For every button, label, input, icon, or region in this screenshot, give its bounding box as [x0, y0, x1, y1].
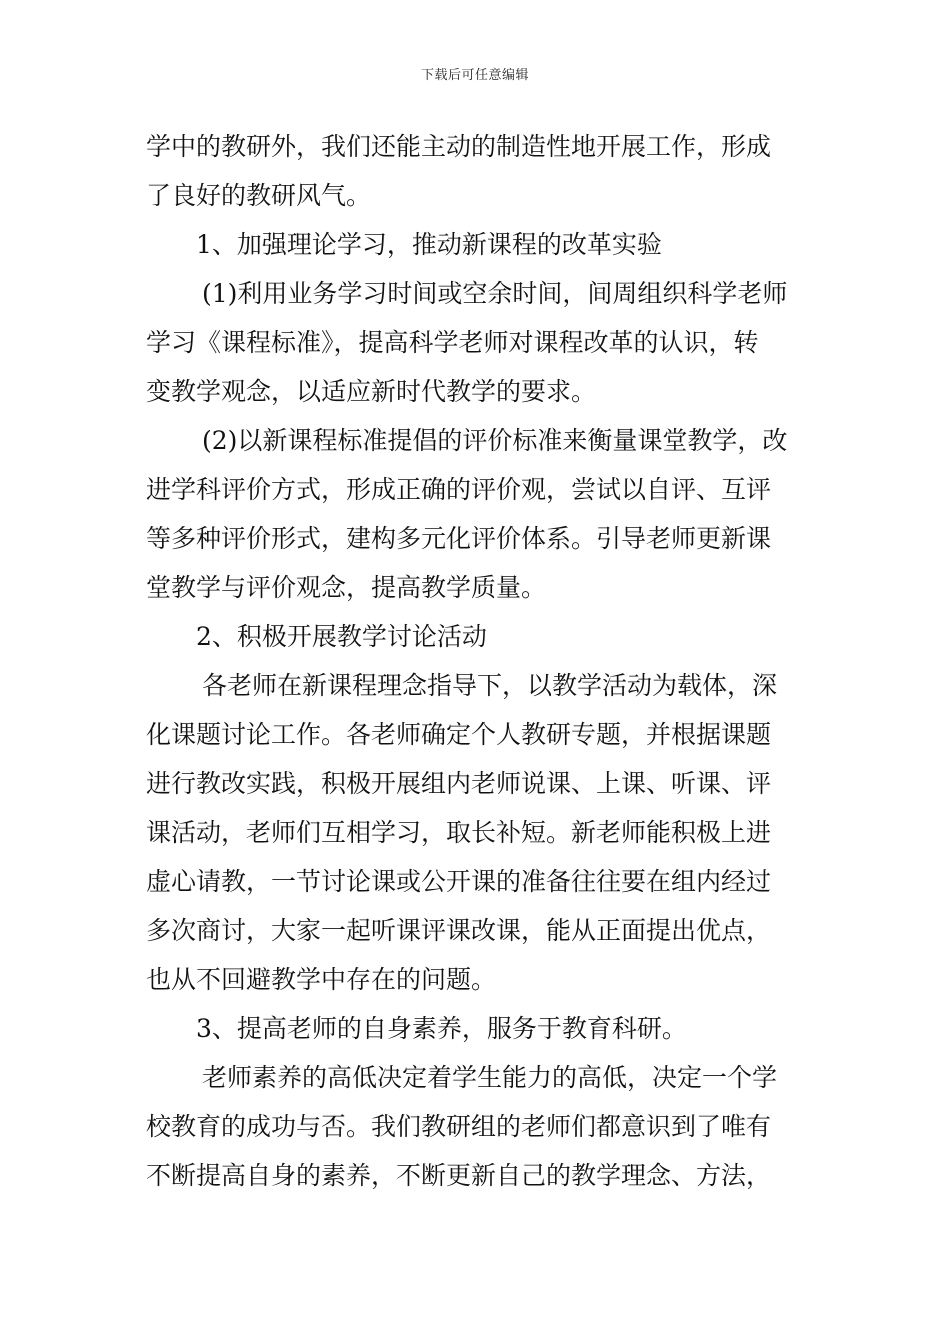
- text-line: 老师素养的高低决定着学生能力的高低，决定一个学: [202, 1063, 778, 1092]
- text-line: 也从不回避教学中存在的问题。: [146, 965, 497, 994]
- section-heading: 1、加强理论学习，推动新课程的改革实验: [196, 230, 662, 259]
- document-body: [146, 122, 811, 1200]
- text-line: 学中的教研外，我们还能主动的制造性地开展工作，形成: [146, 132, 772, 161]
- text-line: 虚心请教，一节讨论课或公开课的准备往往要在组内经过: [146, 867, 772, 896]
- text-line: 课活动，老师们互相学习，取长补短。新老师能积极上进: [146, 818, 772, 847]
- text-line: 进学科评价方式，形成正确的评价观，尝试以自评、互评: [146, 475, 772, 504]
- section-heading: 2、积极开展教学讨论活动: [196, 622, 487, 651]
- text-line: 化课题讨论工作。各老师确定个人教研专题，并根据课题: [146, 720, 772, 749]
- section-heading: 3、提高老师的自身素养，服务于教育科研。: [196, 1014, 687, 1043]
- page-header: 下载后可任意编辑: [420, 68, 529, 83]
- text-line: 了良好的教研风气。: [146, 181, 372, 210]
- text-line: 多次商讨，大家一起听课评课改课，能从正面提出优点，: [146, 916, 772, 945]
- text-line: (2)以新课程标准提倡的评价标准来衡量课堂教学，改: [202, 426, 788, 455]
- text-line: 不断提高自身的素养，不断更新自己的教学理念、方法，: [146, 1161, 772, 1190]
- text-line: 校教育的成功与否。我们教研组的老师们都意识到了唯有: [146, 1112, 772, 1141]
- text-line: 堂教学与评价观念，提高教学质量。: [146, 573, 547, 602]
- text-line: 变教学观念，以适应新时代教学的要求。: [146, 377, 597, 406]
- text-line: 各老师在新课程理念指导下，以教学活动为载体，深: [202, 671, 778, 700]
- text-line: 学习《课程标准》，提高科学老师对课程改革的认识，转: [146, 328, 759, 357]
- text-line: 等多种评价形式，建构多元化评价体系。引导老师更新课: [146, 524, 772, 553]
- text-line: 进行教改实践，积极开展组内老师说课、上课、听课、评: [146, 769, 772, 798]
- text-line: (1)利用业务学习时间或空余时间，间周组织科学老师: [202, 279, 788, 308]
